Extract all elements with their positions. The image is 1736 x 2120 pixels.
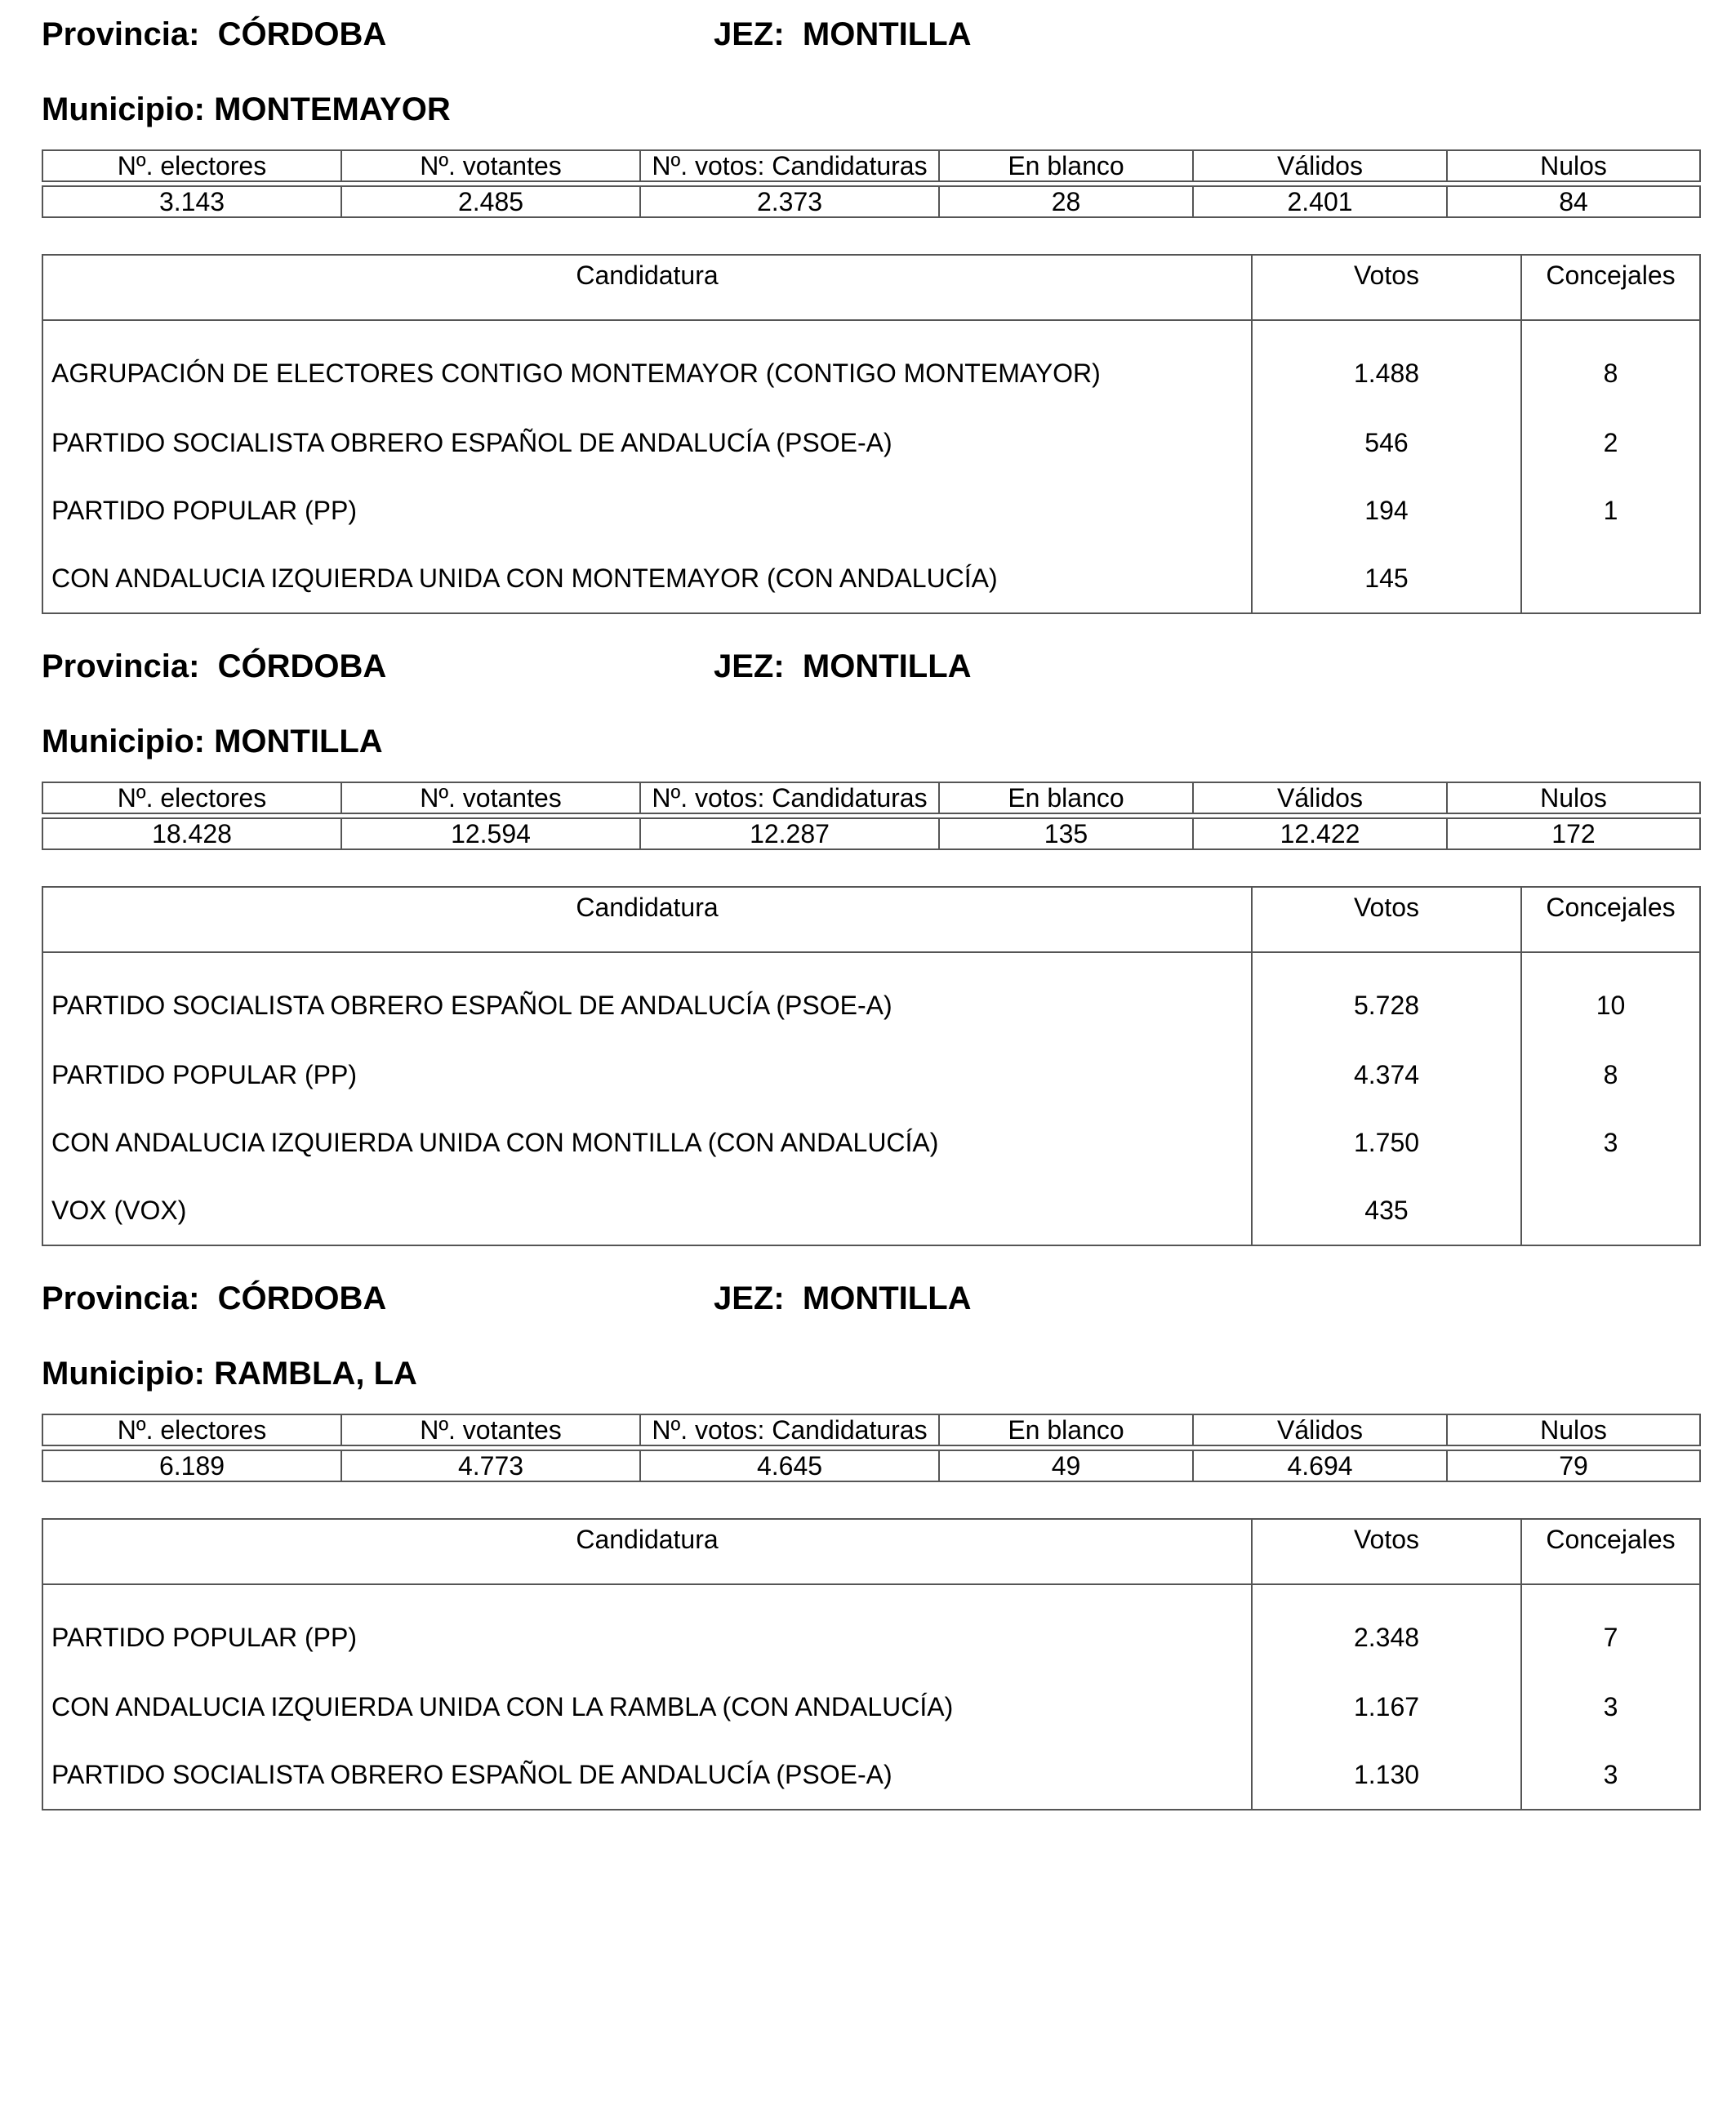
candidate-votes: 2.348: [1252, 1584, 1521, 1673]
summary-value-cell: 135: [939, 818, 1193, 849]
summary-header-row: [42, 1414, 1700, 1445]
summary-table: [42, 1414, 1701, 1482]
candidate-name: PARTIDO POPULAR (PP): [42, 1041, 1252, 1109]
municipio-title: Municipio: MONTEMAYOR: [42, 91, 451, 127]
candidate-name: PARTIDO SOCIALISTA OBRERO ESPAÑOL DE ANDALUCÍA (PSOE-A): [42, 409, 1252, 477]
summary-value-cell: 4.694: [1193, 1450, 1447, 1481]
summary-value-cell: 2.485: [341, 186, 640, 217]
candidate-votes: 145: [1252, 545, 1521, 613]
candidate-name: VOX (VOX): [42, 1177, 1252, 1245]
concejales-header: Concejales: [1521, 887, 1700, 952]
candidates-table: [42, 886, 1701, 1246]
summary-header-cell: Nº. electores: [42, 1414, 341, 1445]
summary-table: [42, 149, 1701, 218]
municipio-block: [42, 648, 1699, 1225]
candidate-seats: 10: [1521, 952, 1700, 1041]
header-row: [42, 1282, 1699, 1331]
summary-value-cell: 2.401: [1193, 186, 1447, 217]
candidate-row: [42, 952, 1700, 1041]
candidate-row: [42, 1109, 1700, 1177]
candidate-row: [42, 1584, 1700, 1673]
summary-value-cell: 84: [1447, 186, 1700, 217]
summary-value-row: [42, 186, 1700, 217]
candidates-header-row: [42, 1519, 1700, 1584]
summary-header-cell: Nº. votos: Candidaturas: [640, 150, 939, 181]
summary-header-cell: Válidos: [1193, 150, 1447, 181]
candidate-votes: 1.130: [1252, 1741, 1521, 1810]
summary-value-row: [42, 1450, 1700, 1481]
concejales-header: Concejales: [1521, 1519, 1700, 1584]
candidate-seats: 7: [1521, 1584, 1700, 1673]
candidate-votes: 1.167: [1252, 1673, 1521, 1741]
summary-value-cell: 2.373: [640, 186, 939, 217]
summary-header-cell: En blanco: [939, 150, 1193, 181]
summary-value-cell: 12.594: [341, 818, 640, 849]
municipio-block: [42, 1280, 1699, 1789]
summary-value-cell: 4.645: [640, 1450, 939, 1481]
summary-header-cell: Nº. electores: [42, 782, 341, 813]
candidate-seats: 3: [1521, 1673, 1700, 1741]
summary-header-cell: Nº. votos: Candidaturas: [640, 1414, 939, 1445]
candidate-votes: 1.750: [1252, 1109, 1521, 1177]
summary-value-cell: 79: [1447, 1450, 1700, 1481]
summary-value-cell: 6.189: [42, 1450, 341, 1481]
summary-value-cell: 18.428: [42, 818, 341, 849]
candidate-name: CON ANDALUCIA IZQUIERDA UNIDA CON MONTILLA (CON ANDALUCÍA): [42, 1109, 1252, 1177]
candidate-votes: 5.728: [1252, 952, 1521, 1041]
summary-value-cell: 172: [1447, 818, 1700, 849]
candidate-votes: 194: [1252, 477, 1521, 545]
header-row: [42, 18, 1699, 67]
candidate-row: [42, 1741, 1700, 1810]
provincia-label: Provincia: CÓRDOBA: [42, 1280, 387, 1316]
candidatura-header: Candidatura: [42, 887, 1252, 952]
candidate-seats: [1521, 545, 1700, 613]
candidate-name: CON ANDALUCIA IZQUIERDA UNIDA CON LA RAMBLA (CON ANDALUCÍA): [42, 1673, 1252, 1741]
candidatura-header: Candidatura: [42, 1519, 1252, 1584]
candidate-name: CON ANDALUCIA IZQUIERDA UNIDA CON MONTEMAYOR (CON ANDALUCÍA): [42, 545, 1252, 613]
summary-header-row: [42, 782, 1700, 813]
candidate-row: [42, 409, 1700, 477]
summary-header-cell: Nulos: [1447, 150, 1700, 181]
candidate-votes: 1.488: [1252, 320, 1521, 409]
summary-table: [42, 782, 1701, 850]
municipio-title: Municipio: RAMBLA, LA: [42, 1356, 417, 1392]
summary-value-cell: 4.773: [341, 1450, 640, 1481]
summary-value-cell: 49: [939, 1450, 1193, 1481]
summary-header-cell: Nº. votantes: [341, 782, 640, 813]
summary-header-cell: En blanco: [939, 1414, 1193, 1445]
votos-header: Votos: [1252, 255, 1521, 320]
summary-header-row: [42, 150, 1700, 181]
candidate-seats: 3: [1521, 1109, 1700, 1177]
candidate-seats: 3: [1521, 1741, 1700, 1810]
candidate-seats: [1521, 1177, 1700, 1245]
candidate-seats: 2: [1521, 409, 1700, 477]
summary-value-row: [42, 818, 1700, 849]
jez-label: JEZ: MONTILLA: [714, 1280, 972, 1316]
candidate-row: [42, 545, 1700, 613]
summary-value-cell: 3.143: [42, 186, 341, 217]
summary-header-cell: Nº. votantes: [341, 1414, 640, 1445]
summary-value-cell: 12.422: [1193, 818, 1447, 849]
candidate-seats: 8: [1521, 320, 1700, 409]
candidates-header-row: [42, 887, 1700, 952]
summary-header-cell: Válidos: [1193, 782, 1447, 813]
candidate-name: PARTIDO POPULAR (PP): [42, 1584, 1252, 1673]
candidate-votes: 546: [1252, 409, 1521, 477]
header-row: [42, 650, 1699, 699]
provincia-label: Provincia: CÓRDOBA: [42, 16, 387, 52]
summary-header-cell: Válidos: [1193, 1414, 1447, 1445]
candidatura-header: Candidatura: [42, 255, 1252, 320]
candidate-votes: 4.374: [1252, 1041, 1521, 1109]
summary-value-cell: 12.287: [640, 818, 939, 849]
summary-header-cell: Nulos: [1447, 782, 1700, 813]
jez-label: JEZ: MONTILLA: [714, 16, 972, 52]
candidates-header-row: [42, 255, 1700, 320]
candidate-seats: 1: [1521, 477, 1700, 545]
candidate-row: [42, 1041, 1700, 1109]
municipio-block: [42, 16, 1699, 593]
summary-header-cell: Nº. electores: [42, 150, 341, 181]
candidate-name: PARTIDO SOCIALISTA OBRERO ESPAÑOL DE ANDALUCÍA (PSOE-A): [42, 1741, 1252, 1810]
candidate-votes: 435: [1252, 1177, 1521, 1245]
summary-header-cell: Nº. votantes: [341, 150, 640, 181]
jez-label: JEZ: MONTILLA: [714, 648, 972, 684]
candidate-row: [42, 477, 1700, 545]
candidate-name: PARTIDO SOCIALISTA OBRERO ESPAÑOL DE ANDALUCÍA (PSOE-A): [42, 952, 1252, 1041]
summary-value-cell: 28: [939, 186, 1193, 217]
summary-header-cell: Nº. votos: Candidaturas: [640, 782, 939, 813]
provincia-label: Provincia: CÓRDOBA: [42, 648, 387, 684]
candidates-table: [42, 254, 1701, 614]
municipio-title: Municipio: MONTILLA: [42, 724, 383, 759]
concejales-header: Concejales: [1521, 255, 1700, 320]
candidate-seats: 8: [1521, 1041, 1700, 1109]
candidates-table: [42, 1518, 1701, 1810]
candidate-name: PARTIDO POPULAR (PP): [42, 477, 1252, 545]
summary-header-cell: En blanco: [939, 782, 1193, 813]
candidate-row: [42, 1673, 1700, 1741]
votos-header: Votos: [1252, 887, 1521, 952]
summary-header-cell: Nulos: [1447, 1414, 1700, 1445]
candidate-name: AGRUPACIÓN DE ELECTORES CONTIGO MONTEMAYOR (CONTIGO MONTEMAYOR): [42, 320, 1252, 409]
votos-header: Votos: [1252, 1519, 1521, 1584]
candidate-row: [42, 320, 1700, 409]
candidate-row: [42, 1177, 1700, 1245]
